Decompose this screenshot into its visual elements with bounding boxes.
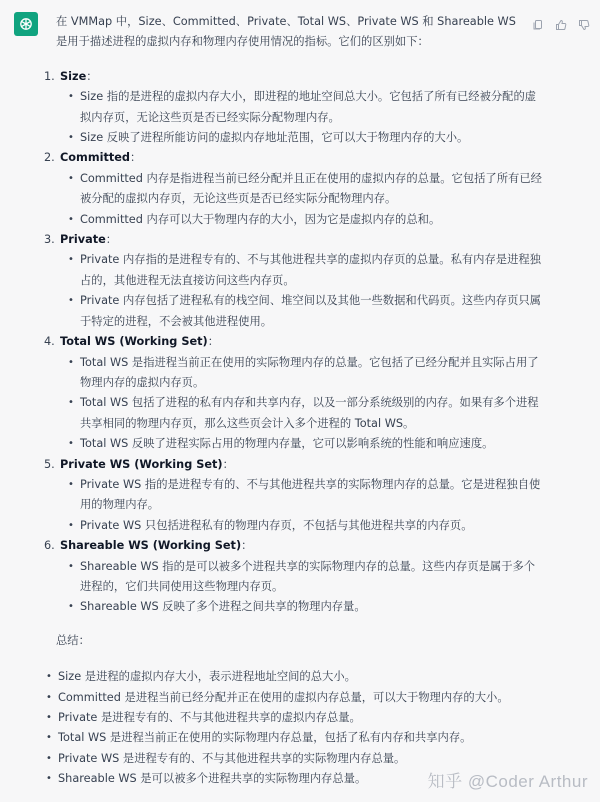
title-colon: ：: [86, 69, 98, 83]
definition-item: [44, 67, 537, 149]
definition-title: Private WS (Working Set): [60, 457, 223, 471]
bullet-item: • Committed 内存是指进程当前已经分配并且正在使用的虚拟内存的总量。它包括了所有已经被分配的虚拟内存页，无论这些页是否已经实际分配物理内存。: [80, 169, 545, 210]
title-colon: ：: [105, 233, 118, 247]
title-colon: ：: [222, 457, 234, 471]
bullet-item: • Total WS 包括了进程的私有内存和共享内存，以及一部分系统级别的内存。如果有多个进程共享相同的物理内存页，那么这些页会计入多个进程的 Total WS。: [80, 393, 545, 434]
summary-item: • Shareable WS 是可以被多个进程共享的实际物理内存总量。: [58, 769, 536, 789]
definition-title: Size: [60, 69, 87, 83]
definition-item: [44, 230, 541, 332]
list-number: 1.: [44, 69, 55, 83]
bullet-item: • Total WS 是指进程当前正在使用的实际物理内存的总量。它包括了已经分配并且实际占用了物理内存的虚拟内存页。: [80, 353, 545, 394]
thumbs-up-icon[interactable]: [555, 16, 567, 28]
definition-item: [44, 455, 541, 537]
definition-title: Total WS (Working Set): [60, 335, 208, 349]
bullet-item: • Total WS 反映了进程实际占用的物理内存量，它可以影响系统的性能和响应速度。: [80, 434, 545, 454]
watermark: 知乎 @Coder Arthur: [427, 772, 588, 791]
summary-item: • Size 是进程的虚拟内存大小，表示进程地址空间的总大小。: [58, 667, 536, 687]
definition-title: Shareable WS (Working Set): [60, 539, 242, 553]
bullet-item: • Committed 内存可以大于物理内存的大小，因为它是虚拟内存的总和。: [80, 210, 545, 230]
bullet-item: • Size 反映了进程所能访问的虚拟内存地址范围，它可以大于物理内存的大小。: [80, 128, 545, 148]
bullet-item: • Shareable WS 反映了多个进程之间共享的物理内存量。: [80, 597, 545, 617]
bullet-item: • Private 内存指的是进程专有的、不与其他进程共享的虚拟内存页的总量。私有内存是进程独占的，其他进程无法直接访问这些内存页。: [80, 250, 545, 291]
title-colon: ：: [207, 335, 219, 349]
list-number: 2.: [44, 151, 55, 165]
definition-item: [44, 332, 539, 454]
bullet-item: • Private 内存包括了进程私有的栈空间、堆空间以及其他一些数据和代码页。这些内存页只属于特定的进程，不会被其他进程使用。: [80, 291, 545, 332]
summary-heading: 总结：: [56, 633, 90, 647]
message-content: [44, 12, 542, 790]
bullet-item: • Size 指的是进程的虚拟内存大小，即进程的地址空间总大小。它包括了所有已经被分配的虚拟内存页，无论这些页是否已经实际分配物理内存。: [80, 87, 545, 128]
list-number: 4.: [44, 335, 55, 349]
definitions-list: [44, 67, 542, 618]
summary-item: • Private 是进程专有的、不与其他进程共享的虚拟内存总量。: [58, 708, 536, 728]
summary-item: • Total WS 是进程当前正在使用的实际物理内存总量，包括了私有内存和共享内存。: [58, 728, 536, 748]
summary-item: • Private WS 是进程专有的、不与其他进程共享的实际物理内存总量。: [58, 749, 536, 769]
thumbs-down-icon[interactable]: [578, 16, 590, 28]
intro-paragraph: 在 VMMap 中，Size、Committed、Private、Total WS、Private WS 和 Shareable WS 是用于描述进程的虚拟内存和物理内存使用情况的指标。它们的区别如下：: [56, 15, 516, 49]
message-actions: [532, 16, 590, 28]
list-number: 6.: [44, 539, 55, 553]
bullet-item: • Shareable WS 指的是可以被多个进程共享的实际物理内存的总量。这些内存页是属于多个进程的，它们共同使用这些物理内存页。: [80, 557, 545, 598]
bullet-item: • Private WS 指的是进程专有的、不与其他进程共享的实际物理内存的总量。它是进程独自使用的物理内存。: [80, 475, 545, 516]
definition-item: [44, 148, 542, 230]
list-number: 3.: [44, 233, 55, 247]
definition-title: Committed: [60, 151, 131, 165]
title-colon: ：: [241, 539, 253, 553]
summary-item: • Committed 是进程当前已经分配并正在使用的虚拟内存总量，可以大于物理内存的大小。: [58, 688, 536, 708]
bullet-item: • Private WS 只包括进程私有的物理内存页，不包括与其他进程共享的内存页。: [80, 516, 545, 536]
definition-item: [44, 536, 536, 618]
list-number: 5.: [44, 457, 55, 471]
title-colon: ：: [130, 151, 142, 165]
definition-title: Private: [60, 233, 106, 247]
openai-logo-icon: [14, 12, 38, 36]
